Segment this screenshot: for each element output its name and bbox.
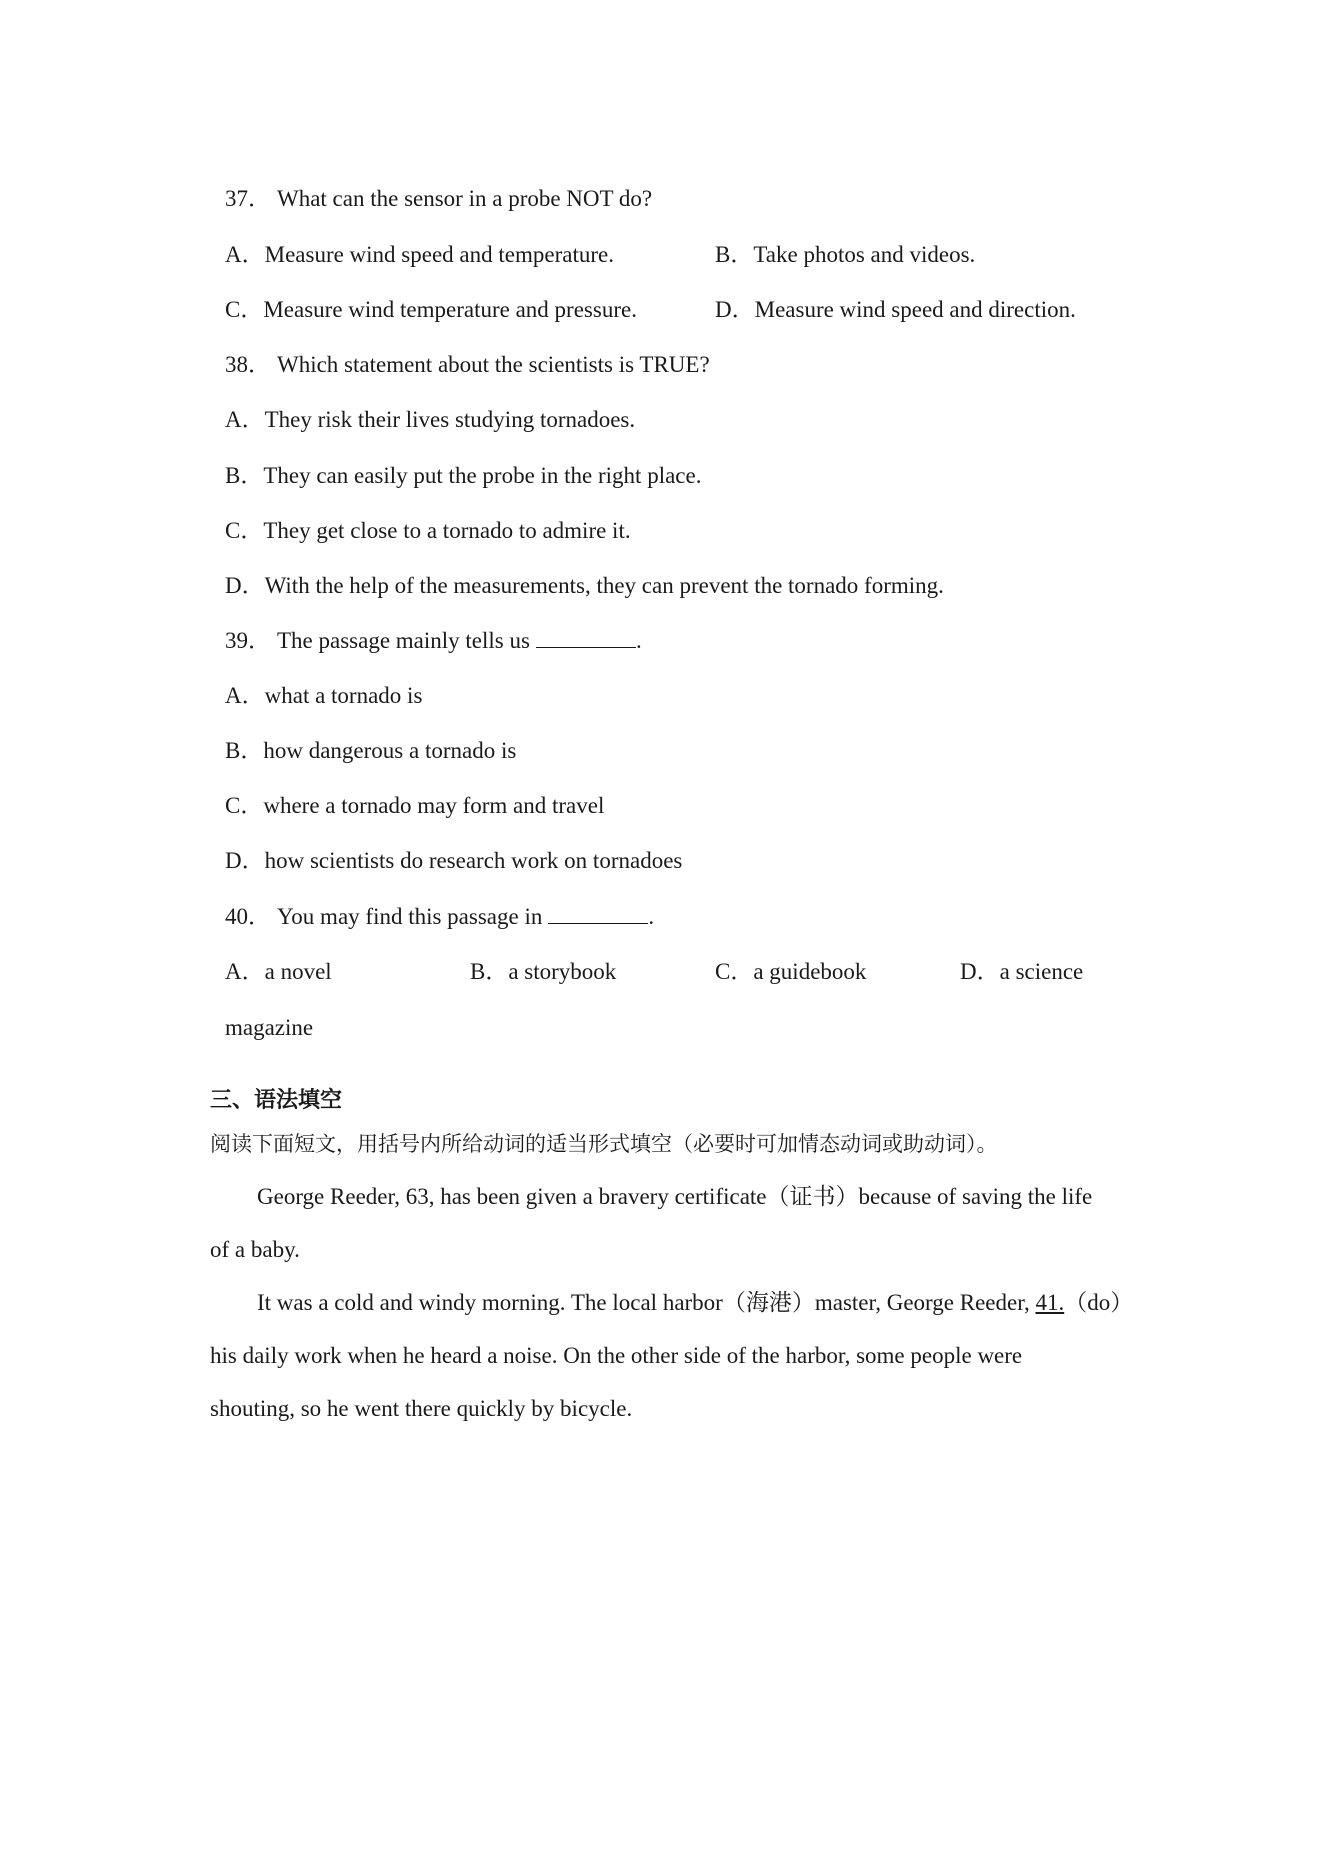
option-37-b[interactable] (715, 240, 975, 270)
option-39-a[interactable] (225, 681, 422, 711)
option-letter: D． (960, 959, 1000, 984)
option-39-d[interactable] (225, 846, 682, 876)
section-title: 三、语法填空 (210, 1088, 343, 1113)
question-number: 39． (225, 628, 271, 653)
option-letter: A． (225, 683, 265, 708)
option-40-d-wrap (225, 1013, 313, 1043)
option-text: how dangerous a tornado is (263, 738, 517, 763)
option-letter: B． (225, 738, 264, 763)
paragraph-2-line-2: his daily work when he heard a noise. On the other side of the harbor, some people were (210, 1343, 1023, 1368)
option-text: a storybook (508, 959, 617, 984)
option-39-b[interactable] (225, 736, 516, 766)
option-text: where a tornado may form and travel (263, 793, 605, 818)
option-text: a novel (264, 959, 332, 984)
option-37-d[interactable] (715, 295, 1076, 325)
question-text: What can the sensor in a probe NOT do? (277, 186, 653, 211)
option-40-d[interactable] (960, 957, 1083, 987)
question-number: 38． (225, 352, 271, 377)
verb-hint: （do） (1064, 1290, 1134, 1315)
option-text: Take photos and videos. (753, 242, 976, 267)
option-letter: C． (225, 297, 264, 322)
option-letter: D． (225, 848, 265, 873)
paragraph-text: It was a cold and windy morning. The local harbor（海港）master, George Reeder, (257, 1290, 1030, 1315)
question-text: You may find this passage in (277, 904, 543, 929)
option-text: Measure wind speed and direction. (754, 297, 1076, 322)
option-39-c[interactable] (225, 791, 604, 821)
option-38-d[interactable] (225, 571, 944, 601)
paragraph-2-line-1 (257, 1288, 1133, 1318)
paragraph-1-line-2: of a baby. (210, 1237, 300, 1262)
option-letter: A． (225, 959, 265, 984)
option-37-a[interactable] (225, 240, 614, 270)
option-letter: A． (225, 407, 265, 432)
option-letter: C． (715, 959, 754, 984)
question-number: 40． (225, 904, 271, 929)
option-text: Measure wind speed and temperature. (264, 242, 614, 267)
question-37 (225, 184, 652, 214)
option-letter: D． (715, 297, 755, 322)
paragraph-2-line-3: shouting, so he went there quickly by bicycle. (210, 1396, 633, 1421)
question-40 (225, 902, 654, 932)
option-letter: B． (715, 242, 754, 267)
answer-blank[interactable] (548, 903, 648, 924)
option-38-a[interactable] (225, 405, 635, 435)
answer-blank[interactable] (536, 627, 636, 648)
option-letter: B． (470, 959, 509, 984)
question-number: 37． (225, 186, 271, 211)
option-letter: D． (225, 573, 265, 598)
option-text: how scientists do research work on tornadoes (264, 848, 683, 873)
paragraph-1-line-1: George Reeder, 63, has been given a bravery certificate（证书）because of saving the life (257, 1184, 1093, 1209)
blank-41[interactable]: 41. (1035, 1290, 1065, 1315)
question-text: The passage mainly tells us (277, 628, 530, 653)
option-text: They get close to a tornado to admire it. (263, 518, 631, 543)
option-text: Measure wind temperature and pressure. (263, 297, 637, 322)
option-38-c[interactable] (225, 516, 631, 546)
question-text: Which statement about the scientists is TRUE? (277, 352, 710, 377)
section-instruction: 阅读下面短文，用括号内所给动词的适当形式填空（必要时可加情态动词或助动词）。 (210, 1132, 998, 1156)
option-letter: C． (225, 518, 264, 543)
sentence-end: . (635, 628, 642, 653)
question-39 (225, 626, 642, 656)
option-text: what a tornado is (264, 683, 423, 708)
option-letter: A． (225, 242, 265, 267)
question-38 (225, 350, 710, 380)
option-text: They can easily put the probe in the right place. (263, 463, 702, 488)
option-text: a science (999, 959, 1084, 984)
option-text: With the help of the measurements, they can prevent the tornado forming. (264, 573, 944, 598)
sentence-end: . (648, 904, 655, 929)
option-text-continued: magazine (225, 1015, 314, 1040)
option-40-a[interactable] (225, 957, 332, 987)
option-40-c[interactable] (715, 957, 866, 987)
option-letter: B． (225, 463, 264, 488)
option-text: a guidebook (753, 959, 867, 984)
option-letter: C． (225, 793, 264, 818)
option-text: They risk their lives studying tornadoes. (264, 407, 636, 432)
option-37-c[interactable] (225, 295, 637, 325)
option-40-b[interactable] (470, 957, 616, 987)
option-38-b[interactable] (225, 461, 701, 491)
